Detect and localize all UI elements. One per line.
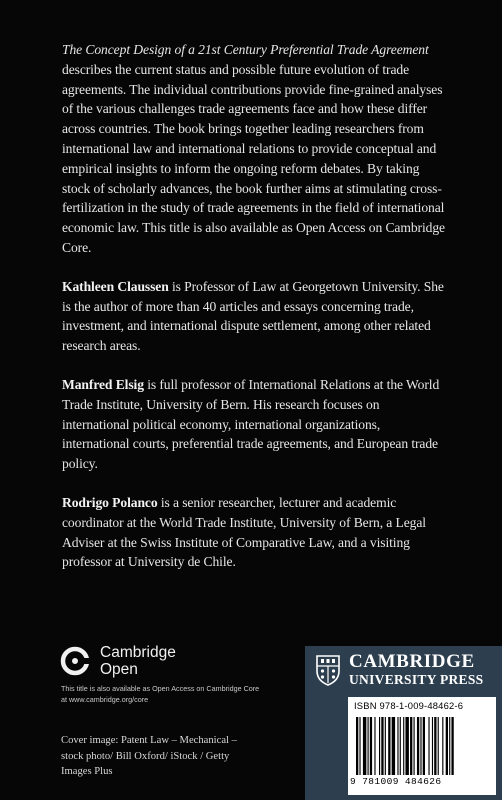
author-name: Kathleen Claussen: [62, 278, 169, 294]
author-name: Manfred Elsig: [62, 376, 144, 392]
cambridge-open-line2: Open: [100, 661, 138, 678]
press-name-line2: UNIVERSITY PRESS: [349, 672, 484, 687]
cambridge-open-line1: Cambridge: [100, 644, 176, 661]
barcode-box: [348, 697, 496, 795]
barcode-bar: [420, 717, 421, 775]
isbn-label: ISBN 978-1-009-48462-6: [354, 700, 464, 711]
barcode-bar: [432, 717, 433, 775]
barcode-bar: [400, 717, 401, 775]
description-paragraph: [62, 40, 448, 258]
author-bio-polanco: [62, 493, 448, 572]
description-text: describes the current status and possible future evolution of trade agreements. The individual contributions provide fine-grained analyses of the various challenges trade agreements face and how these differ across countries. The book brings together leading researchers from international law and international relations to provide conceptual and empirical insights to inform the ongoing reform debates. By taking stock of scholarly advances, the book further aims at stimulating cross-fertilization in the study of trade agreements in the field of international economic law. This title is also available as Open Access on Cambridge Core.: [62, 61, 445, 255]
barcode-bar: [363, 717, 366, 775]
barcode-bar: [359, 717, 360, 775]
barcode-bar: [385, 717, 386, 775]
cambridge-open-logo: [60, 644, 176, 678]
barcode-bar: [410, 717, 412, 775]
barcode-bar: [356, 717, 358, 775]
barcode-bar: [368, 717, 369, 775]
open-access-note: This title is also available as Open Access on Cambridge Core at www.cambridge.org/core: [61, 684, 260, 704]
cambridge-open-wordmark: [100, 644, 176, 678]
barcode-bars: [354, 717, 490, 777]
barcode-bar: [434, 717, 436, 775]
barcode-bar: [428, 717, 429, 775]
barcode-digits: 9 781009 484626: [350, 776, 442, 787]
author-bio-text: is full professor of International Relations at the World Trade Institute, University of Bern. His research focuses on international political economy, international organizations, international courts, preferential trade agreements, and European trade policy.: [62, 376, 440, 472]
barcode-bar: [442, 717, 443, 775]
barcode-bar: [405, 717, 408, 775]
barcode-bar: [417, 717, 419, 775]
cover-image-credit: Cover image: Patent Law – Mechanical – stock photo/ Bill Oxford/ iStock / Getty Images Plus: [61, 735, 237, 777]
barcode-bar: [370, 717, 372, 775]
cambridge-crest-icon: [315, 654, 341, 686]
barcode-bar: [388, 717, 390, 775]
author-bio-claussen: [62, 277, 448, 356]
barcode-bar: [381, 717, 383, 775]
cambridge-open-logo-icon: [60, 646, 90, 676]
barcode-bar: [379, 717, 380, 775]
author-bio-text: is a senior researcher, lecturer and academic coordinator at the World Trade Institute, University of Bern, a Legal Adviser at the Swiss Institute of Comparative Law, and a visiting professor at University de Chile.: [62, 494, 426, 570]
press-name: [349, 652, 483, 687]
barcode-bar: [397, 717, 398, 775]
book-title: The Concept Design of a 21st Century Preferential Trade Agreement: [62, 42, 429, 57]
back-cover-blurb: [62, 40, 448, 591]
press-name-line1: CAMBRIDGE: [349, 651, 475, 672]
barcode-bar: [392, 717, 395, 775]
barcode-bar: [438, 717, 439, 775]
barcode-bar: [403, 717, 404, 775]
author-name: Rodrigo Polanco: [62, 494, 158, 510]
barcode-bar: [451, 717, 453, 775]
barcode-bar: [374, 717, 375, 775]
press-logo-row: [315, 652, 483, 687]
barcode-bar: [414, 717, 415, 775]
barcode-bar: [423, 717, 425, 775]
barcode-bar: [449, 717, 450, 775]
author-bio-elsig: [62, 375, 448, 474]
author-bio-text: is Professor of Law at Georgetown University. She is the author of more than 40 articles and essays concerning trade, investment, and international dispute settlement, among other related research areas.: [62, 278, 444, 354]
barcode-bar: [446, 717, 448, 775]
